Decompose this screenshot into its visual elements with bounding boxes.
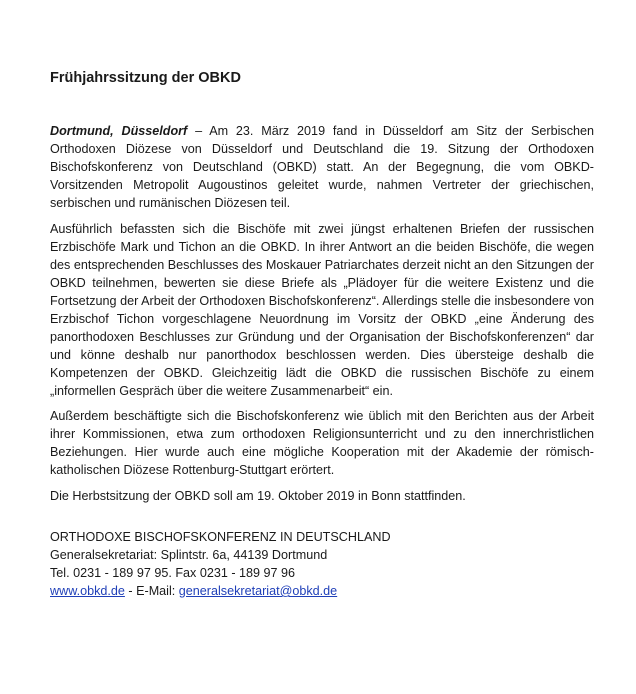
document-body	[50, 122, 594, 512]
footer-organization: ORTHODOXE BISCHOFSKONFERENZ IN DEUTSCHLAND	[50, 530, 391, 544]
contact-footer	[50, 528, 594, 600]
footer-phone-fax: Tel. 0231 - 189 97 95. Fax 0231 - 189 97 96	[50, 566, 296, 580]
paragraph-next-session: Die Herbstsitzung der OBKD soll am 19. Oktober 2019 in Bonn stattfinden.	[50, 488, 466, 503]
paragraph-intro	[50, 122, 594, 212]
footer-address: Generalsekretariat: Splintstr. 6a, 44139 Dortmund	[50, 548, 328, 562]
dateline-place: Dortmund, Düsseldorf	[50, 124, 188, 138]
website-link[interactable]: www.obkd.de	[50, 584, 125, 598]
document-title: Frühjahrssitzung der OBKD	[50, 70, 241, 86]
email-link[interactable]: generalsekretariat@obkd.de	[178, 584, 338, 598]
paragraph-intro-text: – Am 23. März 2019 fand in Düsseldorf am Sitz der Serbischen Orthodoxen Diözese von Düsseldorf und Deutschland die 19. Sitzung der Orthodoxen Bischofskonferenz von Deutschland (OBKD) statt. An der Begegnung, die vom OBKD-Vorsitzenden Metropolit Augoustinos geleitet wurde, nahmen Vertreter der griechischen, serbischen und rumänischen Diözesen teil.	[50, 124, 595, 210]
email-label: - E-Mail:	[124, 584, 179, 598]
paragraph-commissions: Außerdem beschäftigte sich die Bischofskonferenz wie üblich mit den Berichten aus der Arbeit ihrer Kommissionen, etwa zum orthodoxen Religionsunterricht und zu den innerchristlichen Beziehungen. Hier wurde auch eine mögliche Kooperation mit der Akademie der römisch-katholischen Diözese Rottenburg-Stuttgart erörtert.	[50, 409, 594, 477]
footer-links	[50, 582, 594, 600]
paragraph-letters: Ausführlich befassten sich die Bischöfe mit zwei jüngst erhaltenen Briefen der russischen Erzbischöfe Mark und Tichon an die OBKD. In ihrer Antwort an die beiden Bischöfe, die wegen des entsprechenden Beschlusses des Moskauer Patriarchates derzeit nicht an den Sitzungen der OBKD teilnehmen, bewerten sie diese Briefe als „Plädoyer für die weitere Existenz und die Fortsetzung der Arbeit der Orthodoxen Bischofskonferenz“. Allerdings stelle die insbesondere von Erzbischof Tichon vorgeschlagene Neuordnung im Vorsitz der OBKD „eine Änderung des panorthodoxen Beschlusses zur Gründung und der Organisation der Bischofskonferenzen“ dar und könne deshalb nur panorthodox beschlossen werden. Dies übersteige deshalb die Kompetenzen der OBKD. Gleichzeitig lädt die OBKD die russischen Bischöfe zu einem „informellen Gespräch über die weitere Zusammenarbeit“ ein.	[50, 221, 594, 398]
